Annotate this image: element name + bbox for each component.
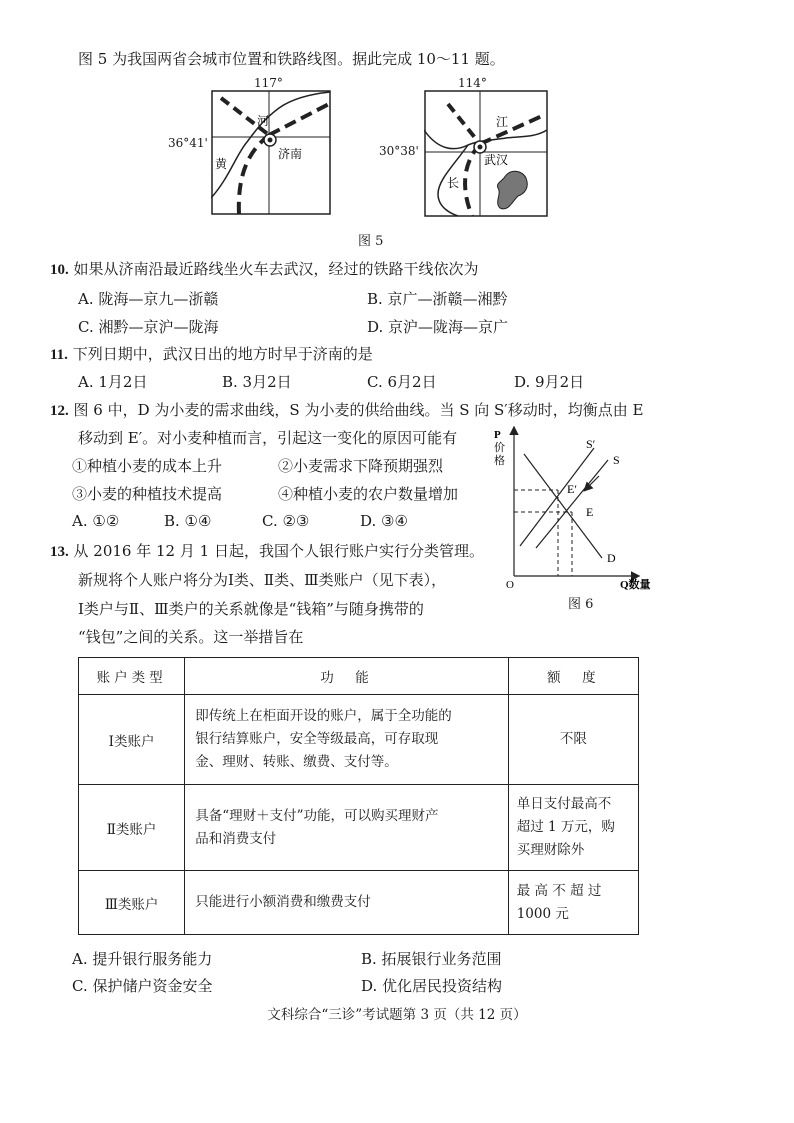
- label-e: E: [586, 505, 594, 519]
- table-row: [79, 871, 639, 935]
- river-label-2: 长: [447, 176, 460, 190]
- map-wuhan: [424, 90, 548, 217]
- river-label-1: 江: [496, 115, 509, 129]
- fig6-caption: 图 6: [568, 597, 594, 612]
- row1-quota-line: 不限: [559, 731, 587, 747]
- q13-stem-line1: [50, 540, 484, 561]
- row3-quota: [508, 871, 638, 935]
- label-d: D: [607, 551, 616, 565]
- row1-function-line: 即传统上在柜面开设的账户，属于全功能的: [195, 708, 452, 724]
- q10-stem: [50, 258, 479, 279]
- q12-stem-line2: 移动到 E′。对小麦种植而言，引起这一变化的原因可能有: [78, 429, 458, 447]
- row1-quota: [508, 695, 638, 785]
- row1-function-line: 金、理财、转账、缴费、支付等。: [195, 754, 398, 770]
- label-s: S: [613, 453, 620, 467]
- row2-quota-line: 买理财除外: [516, 842, 585, 858]
- label-e-prime: E′: [567, 482, 577, 496]
- y-axis-label-p: P: [494, 429, 501, 441]
- map-jinan: [211, 90, 331, 215]
- q10-number: 10.: [50, 262, 69, 278]
- q12-choice-3: ③小麦的种植技术提高: [72, 485, 223, 503]
- river-label-1: 河: [257, 114, 270, 128]
- q12-option-c[interactable]: C. ②③: [262, 512, 310, 530]
- q13-option-a[interactable]: A. 提升银行服务能力: [72, 950, 213, 968]
- row3-type: Ⅲ类账户: [79, 871, 185, 935]
- fig6-supply-demand-graph: [490, 420, 660, 592]
- q10-option-b[interactable]: B. 京广—浙赣—湘黔: [367, 290, 508, 308]
- row3-quota-line: 最 高 不 超 过: [516, 882, 602, 899]
- row3-function: [185, 871, 509, 935]
- q13-stem-line2: 新规将个人账户将分为Ⅰ类、Ⅱ类、Ⅲ类账户（见下表），: [78, 571, 447, 589]
- fig5-caption: 图 5: [358, 234, 384, 249]
- city-label-wuhan: 武汉: [484, 153, 509, 167]
- q13-option-c[interactable]: C. 保护储户资金安全: [72, 977, 213, 995]
- y-axis-label-2: 价: [494, 442, 505, 454]
- row2-type: Ⅱ类账户: [79, 785, 185, 871]
- row3-quota-line: 1000 元: [516, 905, 569, 922]
- q10-text: 如果从济南沿最近路线坐火车去武汉，经过的铁路干线依次为: [73, 260, 479, 278]
- row2-quota-line: 单日支付最高不: [516, 796, 612, 812]
- shift-arrow: [585, 476, 599, 490]
- q12-number: 12.: [50, 403, 69, 419]
- railway-south: [465, 144, 480, 216]
- q12-option-a[interactable]: A. ①②: [72, 512, 120, 530]
- q10-option-c[interactable]: C. 湘黔—京沪—陇海: [78, 318, 219, 336]
- map-left-latitude: 36°41': [168, 136, 208, 150]
- q10-option-d[interactable]: D. 京沪—陇海—京广: [367, 318, 509, 336]
- lake-shape: [497, 171, 527, 209]
- table-row: [79, 695, 639, 785]
- map-frame: [212, 91, 330, 214]
- row1-function-line: 银行结算账户，安全等级最高，可存取现: [195, 731, 439, 747]
- q12-option-b[interactable]: B. ①④: [164, 512, 212, 530]
- q13-option-b[interactable]: B. 拓展银行业务范围: [361, 950, 502, 968]
- header-account-type: 账户类型: [79, 658, 185, 695]
- q12-text-1: 图 6 中，D 为小麦的需求曲线，S 为小麦的供给曲线。当 S 向 S′移动时，均衡点由 E: [73, 401, 644, 419]
- q11-option-d[interactable]: D. 9月2日: [514, 373, 585, 391]
- railway-north: [448, 104, 480, 144]
- row2-function: [185, 785, 509, 871]
- map-left-longitude: 117°: [254, 76, 283, 90]
- row2-function-line: 具备“理财＋支付”功能，可以购买理财产: [195, 807, 439, 824]
- q13-stem-line4: “钱包”之间的关系。这一举措旨在: [78, 628, 304, 646]
- x-axis-label: Q数量: [620, 579, 651, 591]
- map-right-latitude: 30°38': [379, 144, 419, 158]
- row2-quota: [508, 785, 638, 871]
- header-quota: 额 度: [508, 658, 638, 695]
- q12-choice-2: ②小麦需求下降预期强烈: [278, 457, 444, 475]
- railway-east: [480, 116, 542, 144]
- intro-text: 图 5 为我国两省会城市位置和铁路线图。据此完成 10～11 题。: [78, 50, 505, 68]
- map-right-longitude: 114°: [458, 76, 487, 90]
- table-row: [79, 785, 639, 871]
- label-s-prime: S′: [586, 437, 596, 451]
- table-header-row: [79, 658, 639, 695]
- river-label-2: 黄: [215, 157, 228, 171]
- q12-stem-line1: [50, 399, 643, 420]
- q11-option-c[interactable]: C. 6月2日: [367, 373, 437, 391]
- q13-stem-line3: Ⅰ类户与Ⅱ、Ⅲ类户的关系就像是“钱箱”与随身携带的: [78, 600, 424, 618]
- q12-choice-1: ①种植小麦的成本上升: [72, 457, 223, 475]
- q13-number: 13.: [50, 544, 69, 560]
- q11-number: 11.: [50, 347, 68, 363]
- row1-type: Ⅰ类账户: [79, 695, 185, 785]
- q13-text-1: 从 2016 年 12 月 1 日起，我国个人银行账户实行分类管理。: [73, 542, 484, 560]
- row2-function-line: 品和消费支付: [195, 830, 277, 847]
- y-axis-label-3: 格: [494, 455, 505, 467]
- account-types-table: [78, 657, 639, 935]
- q13-option-d[interactable]: D. 优化居民投资结构: [361, 977, 503, 995]
- q11-option-a[interactable]: A. 1月2日: [78, 373, 148, 391]
- row2-quota-line: 超过 1 万元，购: [516, 819, 615, 835]
- q10-option-a[interactable]: A. 陇海—京九—浙赣: [78, 290, 219, 308]
- q12-choice-4: ④种植小麦的农户数量增加: [278, 485, 459, 503]
- page-footer: 文科综合“三诊”考试题第 3 页（共 12 页）: [267, 1007, 527, 1023]
- q11-stem: [50, 343, 373, 364]
- header-function: 功 能: [185, 658, 509, 695]
- origin-label: O: [506, 579, 514, 591]
- row1-function: [185, 695, 509, 785]
- row3-function-line: 只能进行小额消费和缴费支付: [195, 894, 371, 910]
- q11-text: 下列日期中，武汉日出的地方时早于济南的是: [72, 345, 373, 363]
- city-label-jinan: 济南: [278, 147, 303, 161]
- q12-option-d[interactable]: D. ③④: [360, 512, 408, 530]
- q11-option-b[interactable]: B. 3月2日: [222, 373, 292, 391]
